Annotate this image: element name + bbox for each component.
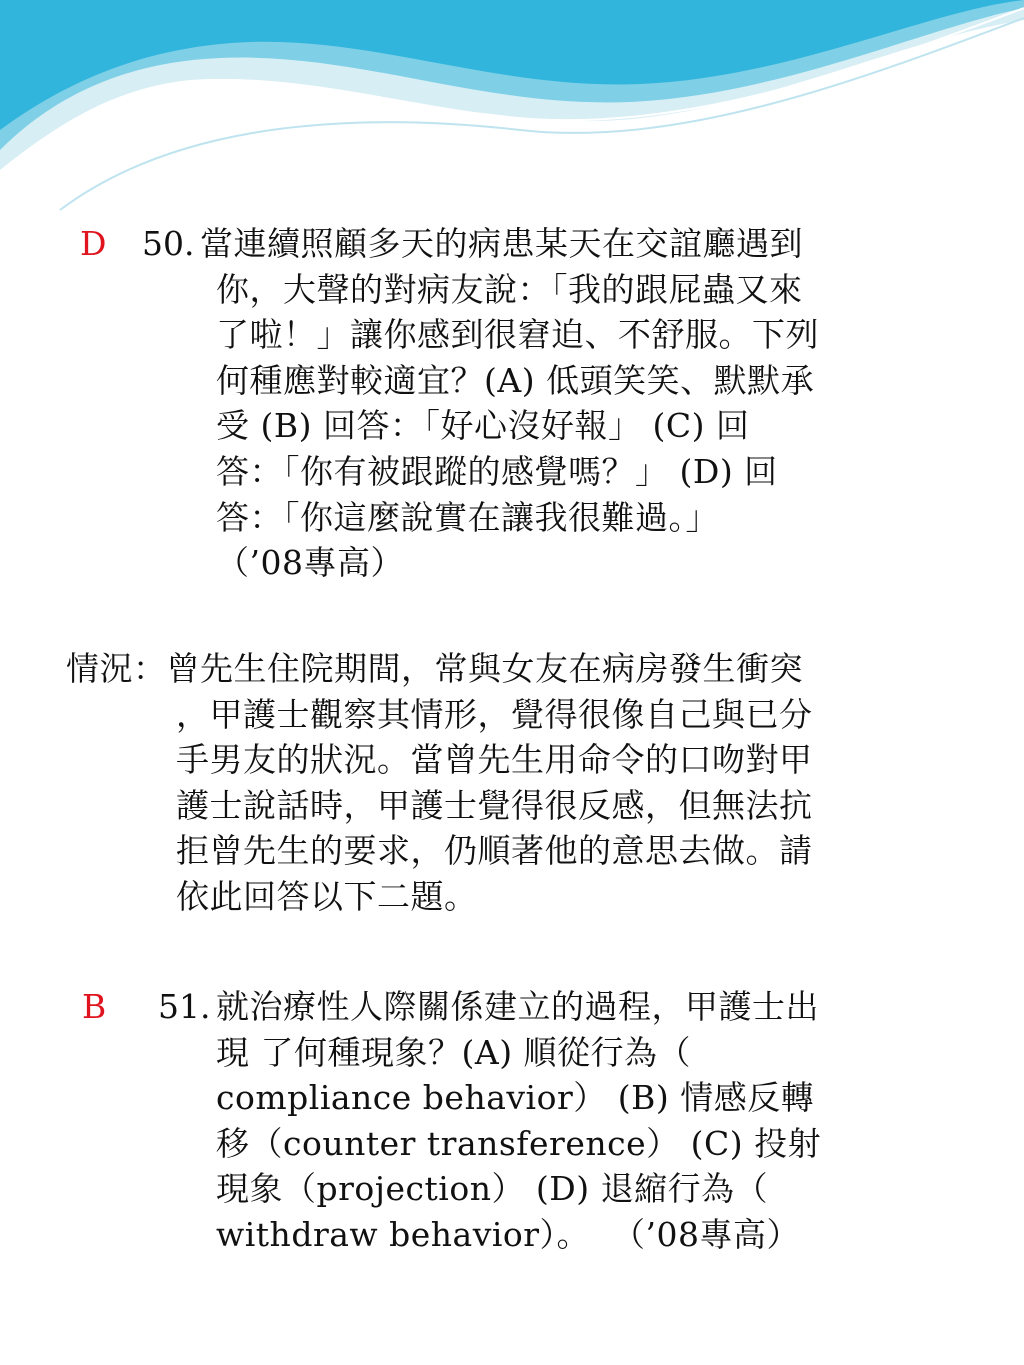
question-50-line: 你，大聲的對病友說：「我的跟屁蟲又來 [216, 269, 803, 309]
question-51 [216, 984, 821, 1258]
situation-line: 拒曾先生的要求，仍順著他的意思去做。請 [176, 831, 813, 871]
situation-line: ，甲護士觀察其情形，覺得很像自己與已分 [176, 694, 813, 734]
question-51-line: compliance behavior） (B) 情感反轉 [216, 1078, 815, 1118]
question-51-line: withdraw behavior）。 （’08專高） [216, 1214, 801, 1254]
question-number-q51: 51. [158, 987, 211, 1026]
question-50-line: 了啦！」讓你感到很窘迫、不舒服。下列 [216, 315, 819, 355]
situation-passage [66, 646, 813, 920]
question-51-line: 就治療性人際關係建立的過程，甲護士出 [216, 987, 819, 1026]
question-50-source: （’08專高） [216, 543, 404, 583]
header-wave-decoration [0, 0, 1024, 220]
answer-label-q51: B [82, 987, 107, 1026]
question-50-line: 何種應對較適宜？(A) 低頭笑笑、默默承 [216, 360, 815, 400]
question-number-q50: 50. [142, 224, 195, 263]
situation-line: 護士說話時，甲護士覺得很反感，但無法抗 [176, 785, 813, 825]
question-50-line: 當連續照顧多天的病患某天在交誼廳遇到 [200, 224, 803, 263]
question-51-line: 移（counter transference） (C) 投射 [216, 1123, 822, 1163]
situation-line: 情況：曾先生住院期間，常與女友在病房發生衝突 [66, 649, 803, 688]
situation-line: 手男友的狀況。當曾先生用命令的口吻對甲 [176, 740, 813, 780]
question-50-line: 答：「你有被跟蹤的感覺嗎？」 (D) 回 [216, 451, 778, 491]
answer-label-q50: D [80, 224, 107, 263]
question-50-line: 受 (B) 回答：「好心沒好報」 (C) 回 [216, 406, 750, 446]
question-51-line: 現象（projection） (D) 退縮行為（ [216, 1169, 769, 1209]
question-51-line: 現 了何種現象？(A) 順從行為（ [216, 1032, 692, 1072]
situation-line: 依此回答以下二題。 [176, 876, 478, 916]
question-50 [200, 221, 819, 586]
question-50-line: 答：「你這麼說實在讓我很難過。」 [216, 497, 719, 537]
